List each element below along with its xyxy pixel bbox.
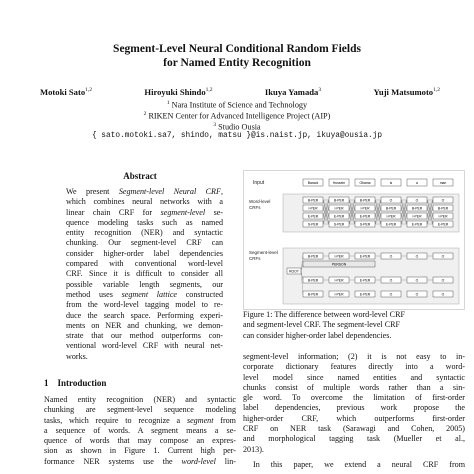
input-word-label: Obama [359,180,371,185]
word-tag-label: B-PER [411,206,423,211]
text-line: higher-order CRF, which outperforms first-order [243,413,465,423]
figure-caption [243,310,465,341]
segment-tag-label: B-PER [307,254,319,259]
text-line: ventional word-level CRF with neural net- [66,341,223,351]
input-word-label: Barack [307,180,319,185]
text-line: works. [66,351,88,361]
section-heading: 1 Introduction [44,378,107,388]
author: Hiroyuki Shindo$^{1,2}$ [144,87,213,97]
word-level-label: CRFs [249,205,261,210]
segment-tag-label: O [415,254,419,259]
segment-word-tag-label: O [415,278,419,283]
segment-tag-label: E-PER [359,254,371,259]
input-label: Input [253,180,265,186]
word-tag-label: S-PER [307,222,319,227]
segment-bottom-tag-label: E-PER [359,292,371,297]
segment-level-label: Segment-level [249,250,278,255]
text-line: ments on NER and chunking, we demon- [66,320,223,330]
segment-tag-label: I-PER [334,254,344,259]
introduction-body [44,395,236,467]
segment-bottom-tag-label: O [441,292,445,297]
segment-word-tag-label: B-PER [307,278,319,283]
text-line: corporate dictionary features directly into a word- [243,362,465,372]
author: Motoki Sato$^{1,2}$ [40,87,92,97]
right-column-body [243,352,465,455]
text-line: and morphological tagging task (Mueller et al., [243,434,465,444]
word-tag-label: B-PER [385,206,397,211]
text-line: method uses segment lattice constructed [66,289,223,299]
abstract-heading: Abstract [123,171,157,181]
text-line: compared with conventional word-level [66,259,223,269]
text-line: formance NER systems use the word-level lin- [44,456,236,466]
text-line: We present Segment-level Neural CRF, [66,187,223,196]
author: Yuji Matsumoto$^{1,2}$ [373,87,440,97]
segment-word-tag-label: O [389,278,393,283]
segment-word-tag-label: I-PER [334,278,344,283]
text-line: which combines neural networks with a [66,197,223,207]
figure-1 [243,170,465,310]
text-line: duce the search space. Performing experi- [66,310,223,320]
affiliation: $^3$ Studio Ousia [213,122,261,132]
caption-line: can consider higher-order label dependencies. [243,330,392,340]
word-tag-label: O [441,198,445,203]
affiliation: $^1$ Nara Institute of Science and Technology [166,100,308,110]
segment-span-label: PERSON [331,262,347,267]
text-line: chunks consist of multiple words rather than a sin- [243,382,465,392]
text-line: CRF on NER task (Sarawagi and Cohen, 2005) [243,424,465,434]
word-tag-label: B-PER [333,198,345,203]
text-line: chunking. Our segment-level CRF can [66,238,223,248]
text-line: possible variable length segments, our [66,279,223,289]
text-line: In this paper, we extend a neural CRF from [253,460,465,469]
input-word-label: is [389,180,393,185]
segment-bottom-tag-label: I-PER [334,292,344,297]
abstract-body [66,187,223,362]
word-tag-label: O [415,198,419,203]
author-emails: { sato.motoki.sa7, shindo, matsu }@is.naist.jp, ikuya@ousia.jp [91,132,383,140]
text-line: tasks, which require to recognize a segment from [44,415,236,425]
author-list [40,87,440,97]
segment-tag-label: O [441,254,445,259]
text-line: a sequence of words. A segment means a se- [44,425,236,435]
segment-tag-label: O [389,254,393,259]
paper-title-line-2: for Named Entity Recognition [163,57,311,69]
right-column-paragraph [253,460,465,470]
word-tag-label: E-PER [385,222,397,227]
word-tag-label: E-PER [333,214,345,219]
word-tag-label: I-PER [412,214,422,219]
input-word-label: Hussein [332,180,346,185]
word-tag-label: O [389,198,393,203]
segment-bottom-tag-label: O [389,292,393,297]
word-tag-label: E-PER [359,214,371,219]
word-tag-label: B-PER [437,206,449,211]
text-line: segment-level information; (2) it is not easy to in- [243,352,465,361]
word-tag-label: I-PER [438,214,448,219]
root-label: ROOT [289,269,299,274]
segment-level-label: CRFs [249,256,261,261]
word-tag-label: B-PER [359,198,371,203]
word-tag-label: I-PER [334,206,344,211]
segment-bottom-tag-label: B-PER [307,292,319,297]
text-line: level model since named entities and syntactic [243,372,465,382]
word-tag-label: E-PER [437,222,449,227]
word-tag-label: B-PER [307,198,319,203]
input-word-label: a [416,180,418,185]
caption-line: and segment-level CRF. The segment-level CRF [243,320,401,330]
word-tag-label: S-PER [333,222,345,227]
text-line: CRF. Since it is difficult to consider all [66,269,223,279]
text-line: label dependencies, previous work propose the [243,403,465,413]
text-line: chunking are segment-level sequence modeling [44,405,236,415]
segment-bottom-tag-label: O [415,292,419,297]
text-line: linear chain CRF for segment-level se- [66,207,223,217]
text-line: 2013). [243,444,264,454]
text-line: Named entity recognition (NER) and syntactic [44,395,236,404]
author: Ikuya Yamada$^3$ [264,87,322,97]
word-tag-label: I-PER [360,206,370,211]
segment-word-tag-label: O [441,278,445,283]
caption-line: Figure 1: The difference between word-level CRF [243,310,405,319]
text-line: from the word-level tagging model to re- [66,300,223,310]
word-level-label: Word-level [249,199,271,204]
affiliation: $^2$ RIKEN Center for Advanced Intelligence Project (AIP) [143,111,331,121]
word-tag-label: E-PER [411,222,423,227]
text-line: consider higher-order label dependencies [66,248,223,258]
text-line: entity recognition (NER) and syntactic [66,228,223,238]
text-line: quence of words that may compose an expres- [44,436,236,446]
text-line: quence modeling tasks such as named [66,217,223,227]
text-line: sion as shown in Figure 1. Current high per- [44,446,236,456]
text-line: strate that our method outperforms con- [66,331,223,341]
word-tag-label: I-PER [386,214,396,219]
text-line: gle word. To overcome the limitation of first-order [243,393,465,403]
paper-title-line-1: Segment-Level Neural Conditional Random Fields [113,43,361,55]
word-tag-label: E-PER [307,214,319,219]
segment-word-tag-label: E-PER [359,278,371,283]
word-tag-label: S-PER [359,222,371,227]
word-tag-label: I-PER [308,206,318,211]
input-word-label: man [439,180,447,185]
